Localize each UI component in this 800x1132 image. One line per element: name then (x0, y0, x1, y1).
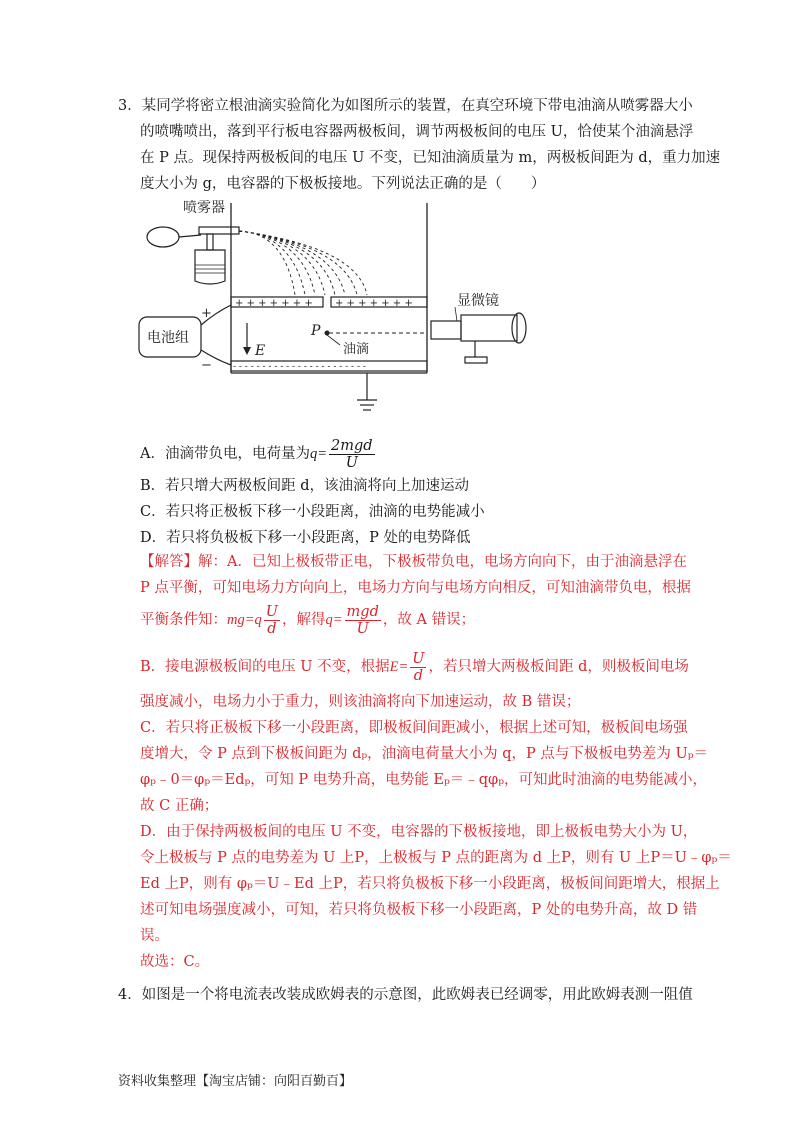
option-a-fraction (329, 438, 375, 471)
microscope-label: 显微镜 (457, 293, 499, 309)
answer-line-10: D．由于保持两极板间的电压 U 不变，电容器的下极板接地，即上极板电势大小为 U， (140, 824, 698, 840)
answer-line-3-prefix: 平衡条件知： (140, 612, 227, 628)
top-plate-charges-right: + + + + + + + (335, 298, 413, 309)
answer-line-9: 故 C 正确； (140, 798, 219, 814)
q3-line-4: 度大小为 g，电容器的下极板接地。下列说法正确的是（ ） (140, 176, 546, 192)
answer-eq1-den: d (267, 620, 277, 637)
option-a-q: q= (309, 446, 328, 462)
answer-line-3 (140, 603, 475, 637)
answer-line-3-mid: ，解得 (282, 612, 326, 628)
q4-line-1: 4．如图是一个将电流表改装成欧姆表的示意图，此欧姆表已经调零，用此欧姆表测一阻值 (118, 987, 693, 1003)
answer-line-4-prefix: B．接电源极板间的电压 U 不变，根据 (140, 659, 390, 675)
answer-line-5: 强度减小，电场力小于重力，则该油滴将向下加速运动，故 B 错误； (140, 694, 581, 710)
q3-line-1: 3．某同学将密立根油滴实验简化为如图所示的装置，在真空环境下带电油滴从喷雾器大小 (118, 98, 693, 114)
q3-line-3: 在 P 点。现保持两极板间的电压 U 不变，已知油滴质量为 m，两极板间距为 d，重力加速 (140, 150, 721, 166)
point-p-label: P (311, 323, 321, 339)
field-label: E (255, 343, 266, 359)
answer-line-8: φₚ﹣0＝φₚ＝Edₚ，可知 P 电势升高，电势能 Eₚ＝﹣qφₚ，可知此时油滴的电势能减小， (140, 772, 707, 788)
q3-line-2: 的喷嘴喷出，落到平行板电容器两极板间，调节两极板间的电压 U，恰使某个油滴悬浮 (140, 124, 694, 140)
answer-eq1-fraction (264, 604, 280, 637)
sprayer-bulb (147, 227, 179, 247)
sprayer-bottle (195, 250, 225, 284)
answer-line-6: C．若只将正极板下移一小段距离，即极板间间距减小，根据上述可知，极板间电场强 (140, 720, 688, 736)
spray-trajectories (239, 231, 367, 295)
answer-eq1-lhs: mg=q (227, 612, 262, 628)
answer-line-3-suffix: ，故 A 错误； (382, 612, 476, 628)
answer-line-4-suffix: ，若只增大两极板间距 d，则极板间电场 (428, 659, 689, 675)
battery-plus: + (201, 306, 212, 321)
answer-eq3-lhs: E= (389, 659, 409, 675)
top-plate-charges-left: + + + + + + + (235, 298, 313, 309)
bottom-plate-charges: - - - - - - - - - - - - - - - - - - - - - - - (233, 362, 366, 372)
answer-eq3-den: d (413, 667, 424, 684)
answer-line-4 (140, 650, 689, 684)
answer-eq2-fraction (345, 604, 381, 637)
option-a-text: A．油滴带负电，电荷量为 (140, 446, 310, 462)
answer-line-2: P 点平衡，可知电场力方向向上，电场力方向与电场方向相反，可知油滴带负电，根据 (140, 580, 691, 596)
droplet-dot (325, 331, 330, 336)
answer-eq2-lhs: q= (325, 612, 343, 628)
microscope-objective (431, 321, 461, 339)
sprayer-label: 喷雾器 (183, 200, 225, 216)
droplet-label: 油滴 (343, 342, 370, 357)
answer-line-13: 述可知电场强度减小，可知，若只将负极板下移一小段距离，P 处的电势升高，故 D 错 (140, 902, 698, 918)
microscope-tube (461, 315, 517, 341)
answer-line-1: 【解答】解：A．已知上极板带正电，下极板带负电，电场方向向下，由于油滴悬浮在 (140, 554, 687, 570)
option-d: D．若只将负极板下移一小段距离，P 处的电势降低 (140, 530, 471, 546)
answer-eq2-num: mgd (346, 603, 379, 620)
answer-line-7: 度增大，令 P 点到下极板间距为 dₚ，油滴电荷量大小为 q，P 点与下极板电势差为 Uₚ＝ (140, 746, 709, 762)
option-b: B．若只增大两极板间距 d，该油滴将向上加速运动 (140, 478, 470, 494)
answer-line-14: 误。 (140, 928, 169, 944)
sprayer-nozzle-tube (199, 227, 239, 234)
answer-eq1-num: U (265, 603, 278, 620)
option-a-denominator: U (345, 454, 358, 471)
answer-eq3-fraction (410, 651, 426, 684)
answer-line-12: Ed 上P，则有 φₚ＝U﹣Ed 上P，若只将负极板下移一小段距离，极板间间距增大，根据上 (140, 876, 720, 892)
battery-label: 电池组 (147, 330, 189, 346)
microscope-eyepiece (512, 313, 526, 343)
battery-minus: − (201, 358, 212, 373)
answer-line-15: 故选：C。 (140, 954, 210, 970)
answer-line-11: 令上极板与 P 点的电势差为 U 上P，上极板与 P 点的距离为 d 上P，则有 U 上P＝U﹣φₚ＝ (140, 850, 732, 866)
answer-eq2-den: U (356, 620, 369, 637)
option-c: C．若只将正极板下移一小段距离，油滴的电势能减小 (140, 504, 485, 520)
option-a (140, 437, 377, 471)
option-a-numerator: 2mgd (331, 437, 373, 454)
millikan-apparatus-diagram (135, 195, 555, 425)
page-footer: 资料收集整理【淘宝店铺：向阳百勤百】 (118, 1074, 353, 1089)
answer-eq3-num: U (412, 650, 425, 667)
